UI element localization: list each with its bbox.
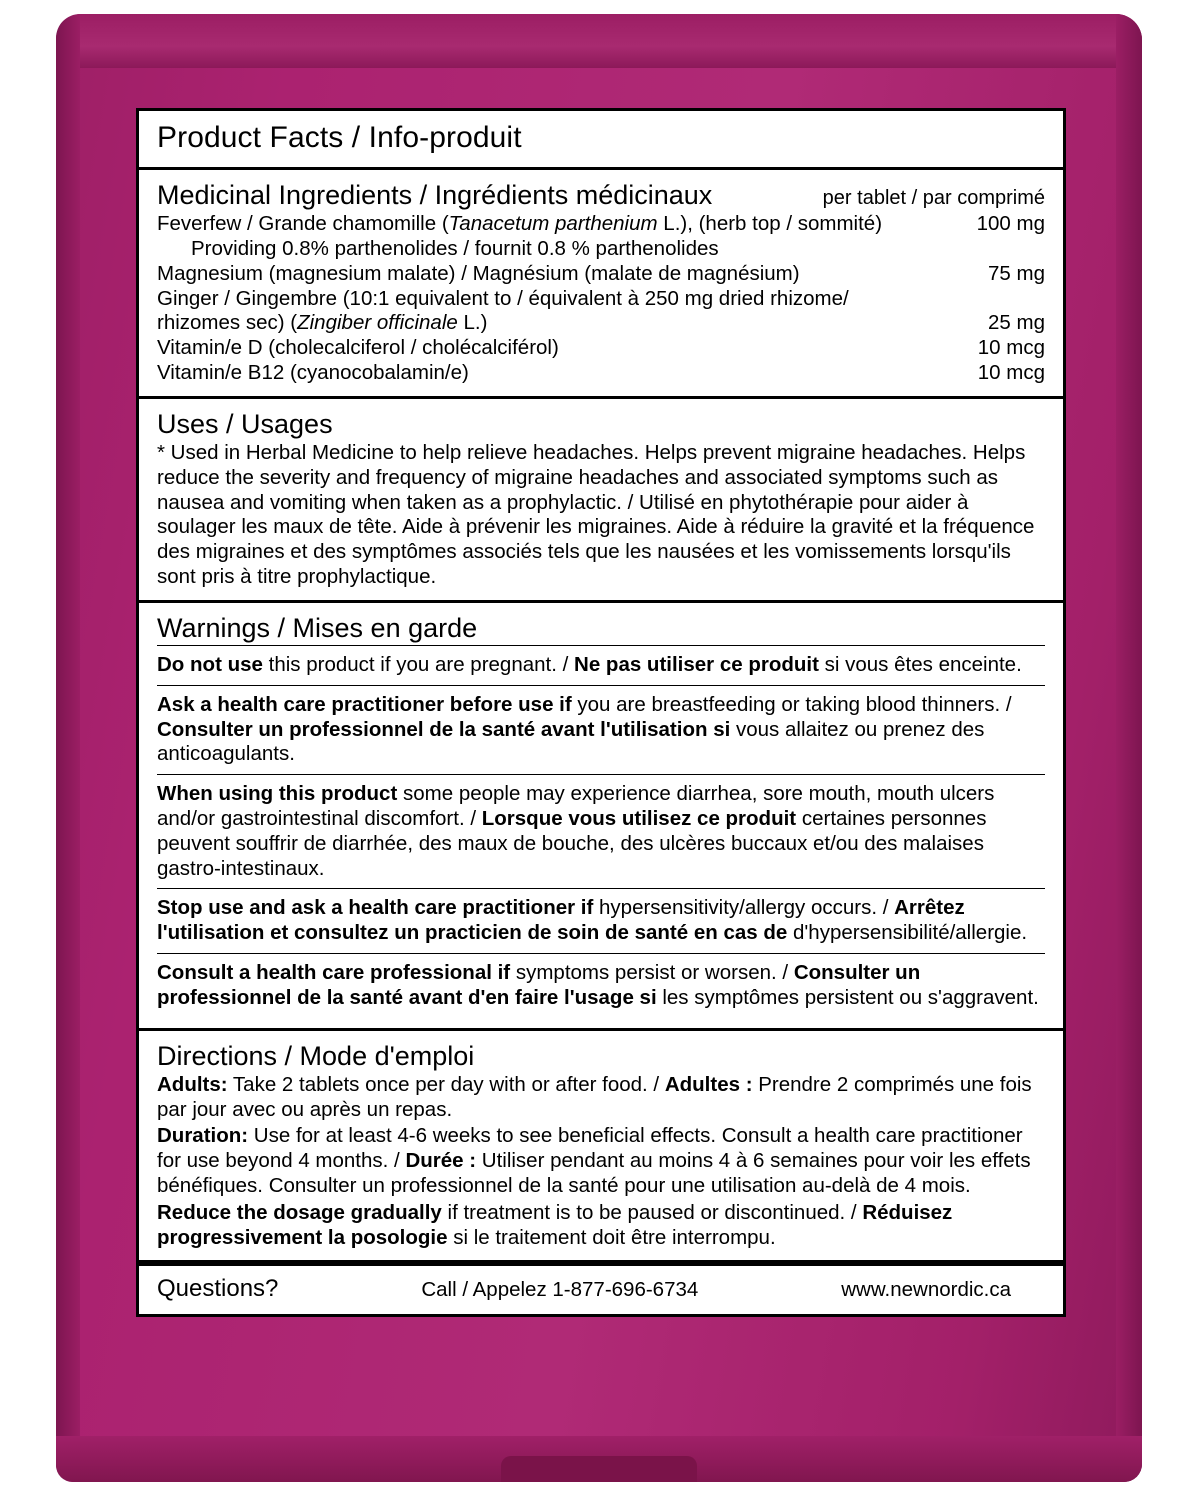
- direction-text-en: Use for at least 4-6 weeks to see beneficial effects. Consult a health care practitioner for use beyond 4 months. /: [157, 1124, 1023, 1173]
- ingredient-row-continuation: [157, 311, 1045, 336]
- ingredient-name: Ginger / Gingembre (10:1 equivalent to / équivalent à 250 mg dried rhizome/: [157, 286, 849, 310]
- direction-item: [157, 1201, 1045, 1251]
- package-bottom-notch: [501, 1456, 697, 1482]
- ingredients-header-row: [157, 176, 1045, 212]
- ingredient-amount: 75 mg: [988, 261, 1045, 285]
- warning-text-fr: vous allaitez ou prenez des anticoagulants.: [157, 717, 985, 766]
- warning-text-en: this product if you are pregnant. /: [262, 653, 575, 677]
- warning-bold-en: When using this product: [157, 782, 398, 806]
- direction-text-fr: si le traitement doit être interrompu.: [447, 1225, 776, 1249]
- direction-bold-fr: Durée :: [405, 1149, 477, 1173]
- ingredient-amount: 10 mcg: [977, 336, 1045, 360]
- ingredient-amount: 25 mg: [988, 311, 1045, 335]
- ingredients-heading: Medicinal Ingredients / Ingrédients médicinaux: [157, 180, 713, 210]
- ingredient-row: [157, 262, 1045, 287]
- warning-bold-en: Ask a health care practitioner before use if: [157, 692, 572, 716]
- ingredient-row: [157, 212, 1045, 237]
- package-left-fold: [56, 14, 80, 1482]
- product-facts-label: [136, 108, 1066, 1317]
- ingredient-name: Vitamin/e B12 (cyanocobalamin/e): [157, 361, 469, 385]
- uses-section: [139, 399, 1063, 603]
- warning-text-en: some people may experience diarrhea, sore mouth, mouth ulcers and/or gastrointestinal discomfort. /: [157, 782, 995, 831]
- warning-item: [157, 774, 1045, 888]
- direction-item: [157, 1073, 1045, 1123]
- uses-heading: Uses / Usages: [157, 408, 333, 439]
- direction-bold-en: Duration:: [157, 1124, 249, 1148]
- ingredient-row: [157, 287, 1045, 312]
- direction-bold-fr: Réduisez progressivement la posologie: [157, 1200, 953, 1249]
- ingredients-amount-header: per tablet / par comprimé: [822, 187, 1045, 209]
- questions-label: Questions?: [157, 1275, 279, 1303]
- warning-text-fr: certaines personnes peuvent souffrir de diarrhée, des maux de bouche, des ulcères buccaux et/ou des malaises gastro-intestinaux.: [157, 807, 987, 880]
- warning-text-en: you are breastfeeding or taking blood thinners. /: [571, 692, 1012, 716]
- warning-bold-en: Do not use: [157, 653, 263, 677]
- questions-phone: Call / Appelez 1-877-696-6734: [421, 1278, 699, 1302]
- package-right-fold: [1116, 14, 1142, 1482]
- direction-text-fr: Prendre 2 comprimés une fois par jour avec ou après un repas.: [157, 1072, 1032, 1121]
- direction-bold-fr: Adultes :: [664, 1072, 753, 1096]
- warning-text-en: symptoms persist or worsen. /: [510, 961, 794, 985]
- warning-bold-fr: Arrêtez l'utilisation et consultez un practicien de soin de santé en cas de: [157, 896, 965, 945]
- warning-bold-en: Consult a health care professional if: [157, 961, 511, 985]
- ingredient-scientific-name: Zingiber officinale: [297, 311, 458, 335]
- warning-item: [157, 888, 1045, 953]
- direction-text-en: Take 2 tablets once per day with or after food. /: [227, 1072, 665, 1096]
- warning-item: [157, 645, 1045, 685]
- questions-website: www.newnordic.ca: [841, 1278, 1011, 1302]
- ingredient-amount: 10 mcg: [977, 361, 1045, 385]
- warning-bold-fr: Lorsque vous utilisez ce produit: [481, 807, 797, 831]
- warning-bold-fr: Consulter un professionnel de la santé avant d'en faire l'usage si: [157, 961, 921, 1009]
- direction-bold-en: Reduce the dosage gradually: [157, 1200, 442, 1224]
- direction-bold-en: Adults:: [157, 1072, 228, 1096]
- warning-bold-en: Stop use and ask a health care practitioner if: [157, 896, 594, 920]
- ingredient-subnote: Providing 0.8% parthenolides / fournit 0.8 % parthenolides: [191, 237, 719, 261]
- questions-section: [139, 1263, 1063, 1314]
- warning-bold-fr: Ne pas utiliser ce produit: [574, 653, 819, 677]
- warning-text-fr: les symptômes persistent ou s'aggravent.: [656, 985, 1039, 1009]
- warning-text-fr: si vous êtes enceinte.: [818, 653, 1022, 677]
- ingredient-name-suffix: L.), (herb top / sommité): [657, 212, 883, 236]
- ingredient-scientific-name: Tanacetum parthenium: [448, 212, 658, 236]
- direction-text-fr: Utiliser pendant au moins 4 à 6 semaines pour voir les effets bénéfiques. Consulter un professionnel de la santé pour une utilisation au-delà de 4 mois.: [157, 1149, 1031, 1198]
- product-facts-title: Product Facts / Info-produit: [157, 121, 522, 154]
- ingredient-row: [157, 361, 1045, 386]
- warning-text-en: hypersensitivity/allergy occurs. /: [593, 896, 895, 920]
- medicinal-ingredients-section: [139, 167, 1063, 399]
- warning-item: [157, 953, 1045, 1018]
- directions-section: [139, 1031, 1063, 1264]
- direction-item: [157, 1124, 1045, 1198]
- package-top-fold: [56, 14, 1142, 68]
- warnings-heading: Warnings / Mises en garde: [157, 612, 478, 643]
- warning-item: [157, 685, 1045, 774]
- warnings-section: [139, 603, 1063, 1031]
- ingredient-cont-prefix: rhizomes sec) (: [157, 311, 298, 335]
- ingredient-name: Vitamin/e D (cholecalciferol / cholécalciférol): [157, 336, 559, 360]
- ingredient-amount: 100 mg: [976, 212, 1045, 236]
- ingredient-name-prefix: Feverfew / Grande chamomille (: [157, 212, 449, 236]
- warning-bold-fr: Consulter un professionnel de la santé avant l'utilisation si: [157, 717, 731, 741]
- ingredient-row: [157, 336, 1045, 361]
- ingredient-cont-suffix: L.): [457, 311, 488, 335]
- direction-text-en: if treatment is to be paused or discontinued. /: [441, 1200, 863, 1224]
- warning-text-fr: d'hypersensibilité/allergie.: [787, 921, 1028, 945]
- ingredient-name: Magnesium (magnesium malate) / Magnésium (malate de magnésium): [157, 261, 800, 285]
- uses-text: * Used in Herbal Medicine to help relieve headaches. Helps prevent migraine headaches. Helps reduce the severity and frequency of migraine headaches and associated symptoms such as nausea and vomiting when taken as a prophylactic. / Utilisé en phytothérapie pour aider à soulager les maux de tête. Aide à prévenir les migraines. Aide à réduire la gravité et la fréquence des migraines et des symptômes associés tels que les nausées et les vomissements lorsqu'ils sont pris à titre prophylactique.: [157, 441, 1035, 589]
- directions-heading: Directions / Mode d'emploi: [157, 1040, 475, 1071]
